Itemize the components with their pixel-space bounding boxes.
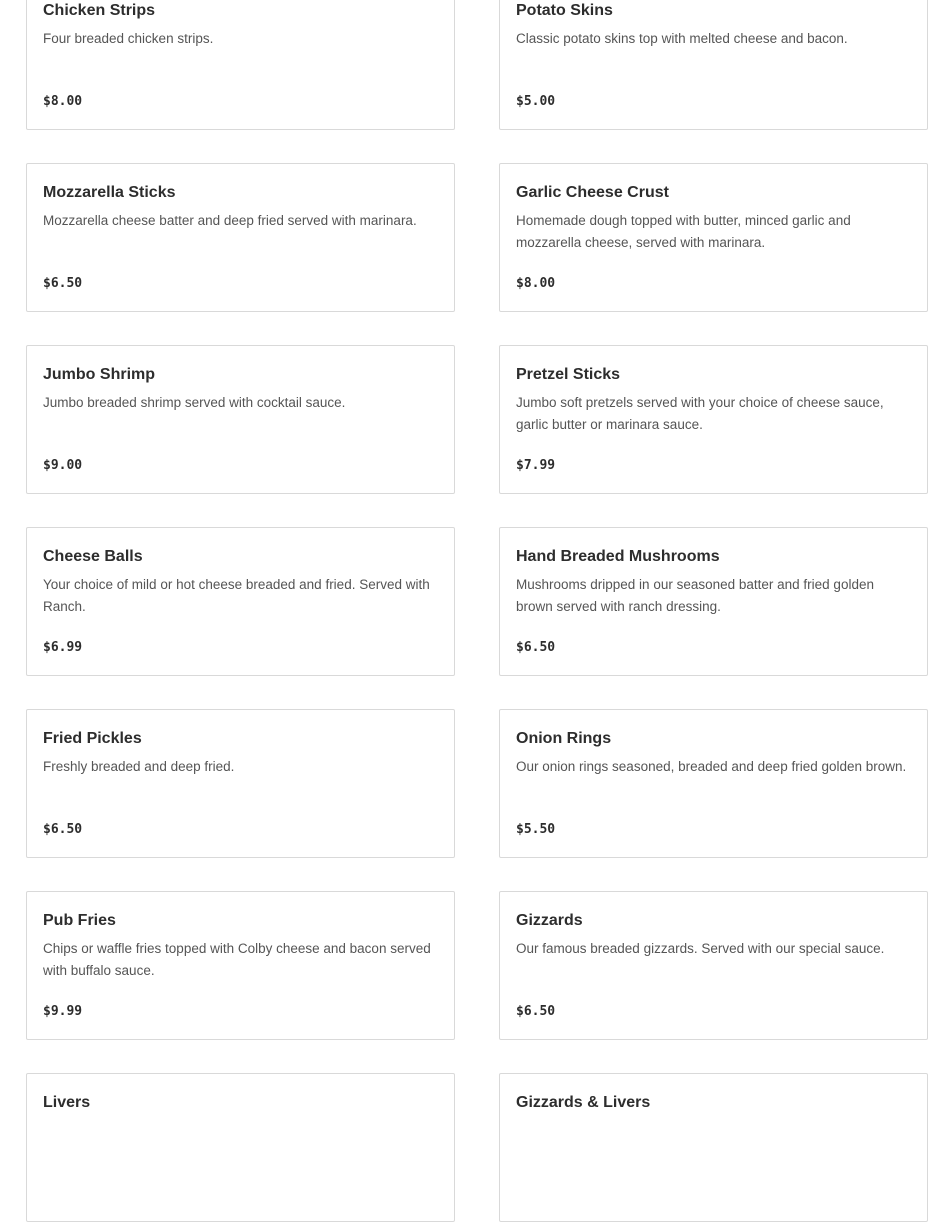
menu-item-name: Gizzards & Livers bbox=[516, 1094, 651, 1111]
menu-item-price: $7.99 bbox=[516, 458, 556, 473]
menu-item-price: $6.50 bbox=[43, 276, 83, 291]
menu-item-card[interactable] bbox=[26, 345, 455, 494]
menu-item-card[interactable] bbox=[26, 0, 455, 130]
menu-item-name: Potato Skins bbox=[516, 2, 613, 19]
menu-item-card[interactable] bbox=[26, 163, 455, 312]
menu-item-description: Mushrooms dripped in our seasoned batter and fried golden brown served with ranch dressing. bbox=[516, 577, 874, 614]
menu-item-card[interactable] bbox=[499, 1073, 928, 1222]
menu-item-name: Pretzel Sticks bbox=[516, 366, 621, 383]
menu-item-price: $6.50 bbox=[516, 640, 556, 655]
menu-item-price: $9.00 bbox=[43, 458, 83, 473]
menu-item-card[interactable] bbox=[26, 1073, 455, 1222]
menu-item-name: Livers bbox=[43, 1094, 91, 1111]
menu-item-name: Fried Pickles bbox=[43, 730, 142, 747]
menu-item-description: Freshly breaded and deep fried. bbox=[43, 759, 235, 774]
menu-item-price: $8.00 bbox=[516, 276, 556, 291]
menu-item-name: Hand Breaded Mushrooms bbox=[516, 548, 720, 565]
menu-item-card[interactable] bbox=[26, 527, 455, 676]
menu-item-card[interactable] bbox=[26, 709, 455, 858]
menu-item-name: Mozzarella Sticks bbox=[43, 184, 176, 201]
menu-item-price: $6.99 bbox=[43, 640, 83, 655]
menu-item-price: $8.00 bbox=[43, 94, 83, 109]
menu-item-name: Chicken Strips bbox=[43, 2, 156, 19]
menu-item-name: Garlic Cheese Crust bbox=[516, 184, 669, 201]
menu-item-name: Cheese Balls bbox=[43, 548, 143, 565]
menu-item-price: $9.99 bbox=[43, 1004, 83, 1019]
menu-item-name: Gizzards bbox=[516, 912, 583, 929]
menu-item-card[interactable] bbox=[499, 709, 928, 858]
menu-item-card[interactable] bbox=[499, 163, 928, 312]
menu-item-description: Four breaded chicken strips. bbox=[43, 31, 214, 46]
menu-item-description: Mozzarella cheese batter and deep fried served with marinara. bbox=[43, 213, 417, 228]
menu-item-name: Onion Rings bbox=[516, 730, 612, 747]
menu-item-card[interactable] bbox=[499, 527, 928, 676]
menu-item-name: Jumbo Shrimp bbox=[43, 366, 156, 383]
menu-item-card[interactable] bbox=[499, 345, 928, 494]
menu-item-description: Classic potato skins top with melted cheese and bacon. bbox=[516, 31, 848, 46]
menu-item-description: Your choice of mild or hot cheese breaded and fried. Served with Ranch. bbox=[43, 577, 430, 614]
menu-item-price: $5.00 bbox=[516, 94, 556, 109]
menu-item-description: Our onion rings seasoned, breaded and deep fried golden brown. bbox=[516, 759, 907, 774]
menu-item-price: $6.50 bbox=[516, 1004, 556, 1019]
menu-item-card[interactable] bbox=[499, 0, 928, 130]
menu-item-description: Chips or waffle fries topped with Colby cheese and bacon served with buffalo sauce. bbox=[43, 941, 431, 978]
menu-item-name: Pub Fries bbox=[43, 912, 116, 929]
menu-item-price: $6.50 bbox=[43, 822, 83, 837]
menu-item-card[interactable] bbox=[26, 891, 455, 1040]
menu-item-description: Jumbo breaded shrimp served with cocktail sauce. bbox=[43, 395, 346, 410]
menu-grid bbox=[26, 0, 928, 1222]
menu-item-description: Homemade dough topped with butter, minced garlic and mozzarella cheese, served with marinara. bbox=[516, 213, 851, 250]
menu-item-card[interactable] bbox=[499, 891, 928, 1040]
menu-item-price: $5.50 bbox=[516, 822, 556, 837]
menu-item-description: Jumbo soft pretzels served with your choice of cheese sauce, garlic butter or marinara sauce. bbox=[516, 395, 884, 432]
menu-item-description: Our famous breaded gizzards. Served with our special sauce. bbox=[516, 941, 885, 956]
